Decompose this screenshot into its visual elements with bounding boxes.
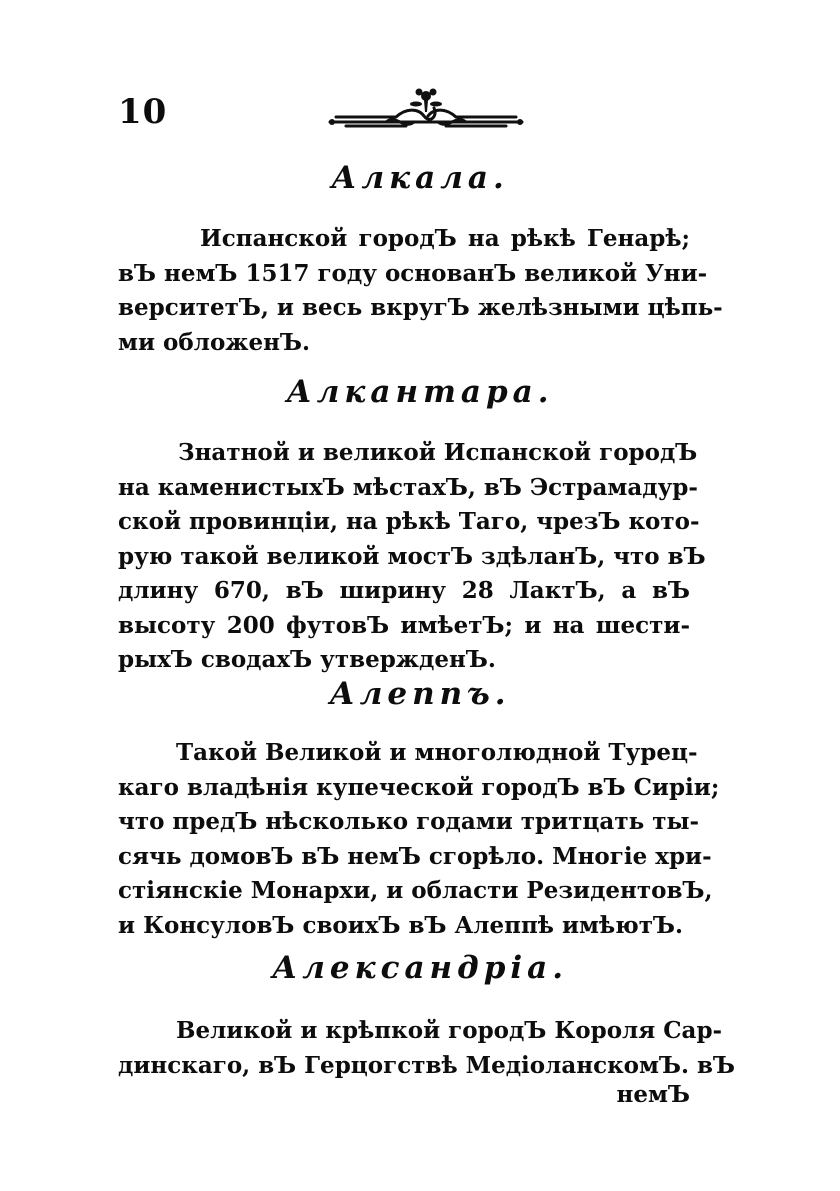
page-number: 10 xyxy=(118,92,168,132)
text-line: вЪ немЪ 1517 году основанЪ великой Уни- xyxy=(118,259,708,287)
text-line: каго владѣнія купеческой городЪ вЪ Сиріи; xyxy=(118,773,720,801)
entry-heading-alessandria: Александріа. xyxy=(271,950,569,986)
text-line: ской провинціи, на рѣкѣ Таго, чрезЪ кото- xyxy=(118,508,700,535)
text-line: длину 670, вЪ ширину 28 ЛактЪ, а вЪ xyxy=(118,577,690,604)
floral-headpiece-icon xyxy=(326,86,526,132)
text-line: Великой и крѣпкой городЪ Короля Сар- xyxy=(176,1017,723,1044)
entry-text-alessandria xyxy=(118,1014,736,1083)
text-line: динскаго, вЪ Герцогствѣ МедіоланскомЪ. вЪ xyxy=(118,1051,736,1079)
text-line: на каменистыхЪ мѣстахЪ, вЪ Эстрамадур- xyxy=(118,473,698,501)
text-line: рыхЪ сводахЪ утвержденЪ. xyxy=(118,646,496,673)
entry-heading-alcantara: Алкантара. xyxy=(286,374,554,410)
entry-heading-alcala: Алкала. xyxy=(331,160,509,196)
text-line: и КонсуловЪ своихЪ вЪ Алеппѣ имѣютЪ. xyxy=(118,911,684,939)
text-line: стіянскіе Монархи, и области РезидентовЪ, xyxy=(118,877,713,904)
text-line: верситетЪ, и весь вкругЪ желѣзными цѣпь- xyxy=(118,294,723,321)
text-line: что предЪ нѣсколько годами тритцать ты- xyxy=(118,808,700,835)
text-line: ми обложенЪ. xyxy=(118,328,310,356)
text-line: рую такой великой мостЪ здѣланЪ, что вЪ xyxy=(118,542,706,570)
entry-text-aleppo xyxy=(118,736,720,943)
text-line: Знатной и великой Испанской городЪ xyxy=(178,439,698,466)
entry-text-alcala xyxy=(118,222,723,360)
catchword: немЪ xyxy=(616,1081,690,1108)
entry-heading-aleppo: Алеппъ. xyxy=(329,676,511,712)
text-line: сячь домовЪ вЪ немЪ сгорѣло. Многіе хри- xyxy=(118,842,712,870)
text-line: Такой Великой и многолюдной Турец- xyxy=(176,739,698,766)
text-line: Испанской городЪ на рѣкѣ Генарѣ; xyxy=(200,225,690,252)
text-line: высоту 200 футовЪ имѣетЪ; и на шести- xyxy=(118,611,690,639)
entry-text-alcantara xyxy=(118,436,706,678)
